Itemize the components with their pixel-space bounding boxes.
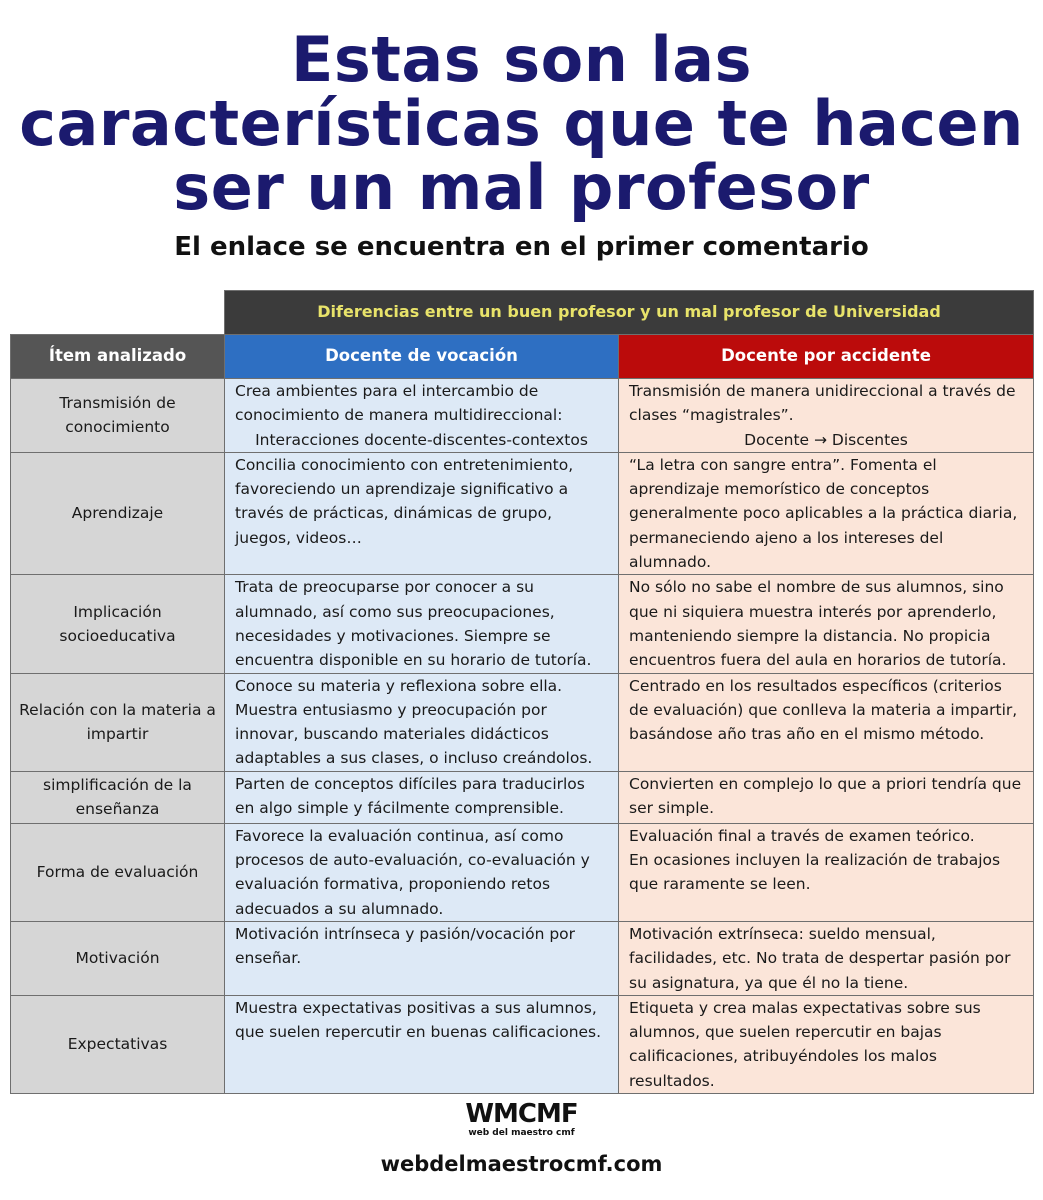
header-accidente: Docente por accidente	[619, 335, 1034, 379]
row-accidente: “La letra con sangre entra”. Fomenta el aprendizaje memorístico de conceptos generalmente poco aplicables a la práctica diaria, permaneciendo ajeno a los intereses del alumnado.	[619, 452, 1034, 574]
row-item: Motivación	[11, 921, 225, 995]
banner-row	[11, 291, 1034, 335]
row-vocacion	[225, 379, 619, 453]
row-vocacion: Favorece la evaluación continua, así como procesos de auto-evaluación, co-evaluación y evaluación formativa, proponiendo retos adecuados a su alumnado.	[225, 823, 619, 921]
table-banner: Diferencias entre un buen profesor y un mal profesor de Universidad	[225, 291, 1034, 335]
row-accidente: Convierten en complejo lo que a priori tendría que ser simple.	[619, 771, 1034, 823]
title-line-3: ser un mal profesor	[173, 151, 870, 224]
header-item: Ítem analizado	[11, 335, 225, 379]
row-item: Expectativas	[11, 995, 225, 1093]
title-line-2: características que te hacen	[19, 87, 1024, 160]
row-accidente: Etiqueta y crea malas expectativas sobre sus alumnos, que suelen repercutir en bajas calificaciones, atribuyéndoles los malos resultados.	[619, 995, 1034, 1093]
row-accidente: Centrado en los resultados específicos (criterios de evaluación) que conlleva la materia a impartir, basándose año tras año en el mismo método.	[619, 673, 1034, 771]
page-title	[0, 23, 1043, 224]
row-item: Forma de evaluación	[11, 823, 225, 921]
row-item: Aprendizaje	[11, 452, 225, 574]
logo-mark: WMCMF	[465, 1099, 578, 1129]
comparison-table	[10, 290, 1034, 1094]
website-url: webdelmaestrocmf.com	[380, 1152, 663, 1176]
table-row	[11, 452, 1034, 574]
row-item: Transmisión de conocimiento	[11, 379, 225, 453]
site-logo	[0, 1100, 1043, 1139]
logo-tagline: web del maestro cmf	[468, 1128, 575, 1138]
row-item: Relación con la materia a impartir	[11, 673, 225, 771]
cell-text-extra: Interacciones docente-discentes-contextos	[255, 430, 588, 449]
row-vocacion: Conoce su materia y reflexiona sobre ella. Muestra entusiasmo y preocupación por innovar, buscando materiales didácticos adaptables a sus clases, o incluso creándolos.	[225, 673, 619, 771]
cell-text: Transmisión de manera unidireccional a través de clases “magistrales”.	[629, 382, 1016, 425]
cell-text-extra: En ocasiones incluyen la realización de trabajos que raramente se leen.	[629, 851, 1001, 894]
row-accidente: Motivación extrínseca: sueldo mensual, facilidades, etc. No trata de despertar pasión por su asignatura, ya que él no la tiene.	[619, 921, 1034, 995]
row-vocacion: Muestra expectativas positivas a sus alumnos, que suelen repercutir en buenas calificaciones.	[225, 995, 619, 1093]
row-accidente	[619, 823, 1034, 921]
header-vocacion: Docente de vocación	[225, 335, 619, 379]
row-item: Implicación socioeducativa	[11, 575, 225, 673]
title-line-1: Estas son las	[291, 23, 752, 96]
row-vocacion: Parten de conceptos difíciles para traducirlos en algo simple y fácilmente comprensible.	[225, 771, 619, 823]
table-row	[11, 673, 1034, 771]
banner-spacer	[11, 291, 225, 335]
cell-text-extra: Docente → Discentes	[744, 430, 908, 449]
row-item: simplificación de la enseñanza	[11, 771, 225, 823]
cell-text: Crea ambientes para el intercambio de conocimiento de manera multidireccional:	[235, 382, 563, 425]
table-row	[11, 921, 1034, 995]
row-accidente: No sólo no sabe el nombre de sus alumnos, sino que ni siquiera muestra interés por aprenderlo, manteniendo siempre la distancia. No propicia encuentros fuera del aula en horarios de tutoría.	[619, 575, 1034, 673]
table-row	[11, 575, 1034, 673]
row-vocacion: Motivación intrínseca y pasión/vocación por enseñar.	[225, 921, 619, 995]
subtitle: El enlace se encuentra en el primer comentario	[174, 232, 869, 262]
table-row	[11, 379, 1034, 453]
table-row	[11, 823, 1034, 921]
row-accidente	[619, 379, 1034, 453]
header-row	[11, 335, 1034, 379]
cell-text: Evaluación final a través de examen teórico.	[629, 826, 975, 845]
row-vocacion: Trata de preocuparse por conocer a su alumnado, así como sus preocupaciones, necesidades y motivaciones. Siempre se encuentra disponible en su horario de tutoría.	[225, 575, 619, 673]
table-row	[11, 995, 1034, 1093]
row-vocacion: Concilia conocimiento con entretenimiento, favoreciendo un aprendizaje significativo a través de prácticas, dinámicas de grupo, juegos, videos…	[225, 452, 619, 574]
table-row	[11, 771, 1034, 823]
